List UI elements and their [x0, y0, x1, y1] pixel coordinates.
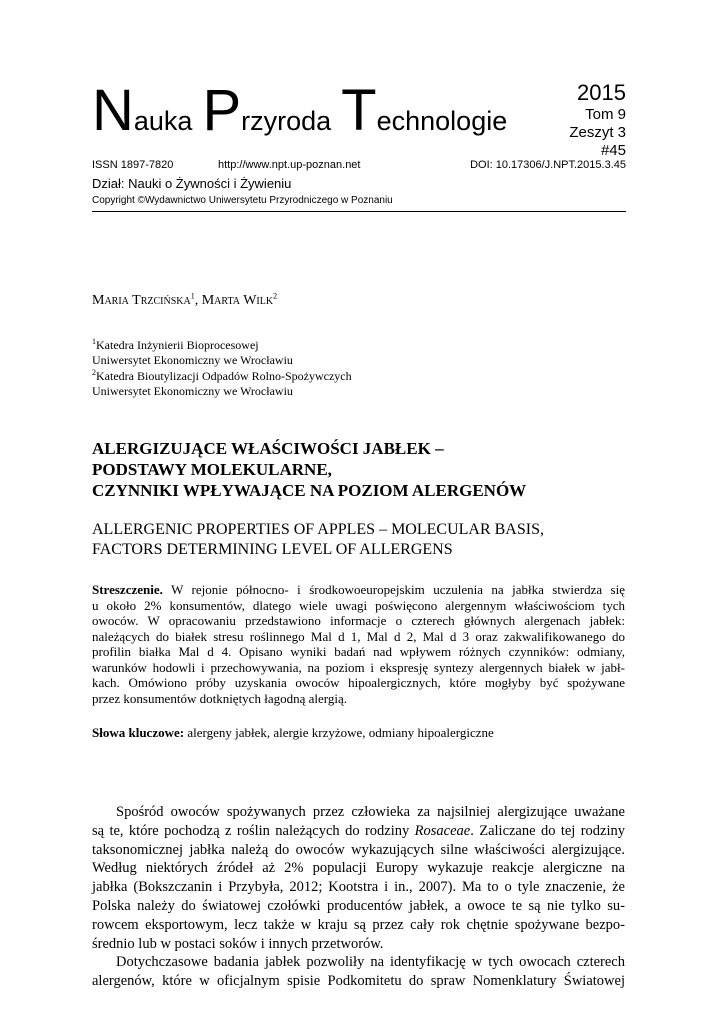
- journal-initial-t: T: [341, 78, 377, 143]
- affiliation-text: Katedra Bioutylizacji Odpadów Rolno-Spożywczych: [96, 368, 352, 383]
- body-line: taksonomicznej jabłka należą do owoców wykazujących silne właściwości alergizujące.: [92, 841, 625, 858]
- abstract: [92, 582, 625, 706]
- affiliation-line: [92, 384, 352, 399]
- title-polish-line: ALERGIZUJĄCE WŁAŚCIWOŚCI JABŁEK –: [92, 439, 444, 458]
- authors: [92, 293, 277, 309]
- journal-title: [92, 78, 513, 144]
- journal-word-technologie: echnologie: [376, 106, 508, 136]
- abstract-line: [92, 582, 625, 598]
- copyright-notice: Copyright ©Wydawnictwo Uniwersytetu Przyrodniczego w Poznaniu: [92, 195, 393, 206]
- body-line: Według niektórych źródeł aż 2% populacji Europy wykazuje reakcje alergiczne na: [92, 860, 625, 877]
- body-line: rowcem eksportowym, lecz także w kraju są przez cały rok chętnie spożywane bezpo-: [92, 916, 625, 933]
- abstract-text: W rejonie północno- i środkowoeuropejskim uczulenia na jabłka stwierdza się: [162, 582, 625, 597]
- header-divider: [92, 211, 626, 212]
- body-text: [92, 803, 625, 991]
- affiliation-line: [92, 353, 352, 368]
- abstract-line: kach. Omówiono próby uzyskania owoców hipoalergicznych, które mogłyby być spożywane: [92, 675, 625, 690]
- keywords-label: Słowa kluczowe:: [92, 725, 185, 740]
- taxon-name: Rosaceae: [414, 822, 471, 839]
- journal-initial-n: N: [92, 78, 134, 143]
- article-number: #45: [600, 142, 626, 159]
- affiliation-mark: 1: [92, 337, 96, 346]
- body-line: Dotychczasowe badania jabłek pozwoliły na identyfikację w tych owocach czterech: [116, 954, 625, 971]
- affiliation-text: Katedra Inżynierii Bioprocesowej: [96, 338, 259, 352]
- issue-volume: Tom 9: [585, 106, 626, 123]
- abstract-line: przez konsumentów dotkniętych łagodną alergią.: [92, 690, 347, 706]
- title-polish-line: PODSTAWY MOLEKULARNE,: [92, 460, 332, 479]
- body-text-span: . Zaliczane do tej rodziny: [470, 822, 625, 839]
- doi[interactable]: DOI: 10.17306/J.NPT.2015.3.45: [470, 159, 626, 171]
- title-polish-line: CZYNNIKI WPŁYWAJĄCE NA POZIOM ALERGENÓW: [92, 481, 527, 500]
- title-polish: [92, 438, 526, 501]
- affiliation-text: Uniwersytet Ekonomiczny we Wrocławiu: [92, 353, 293, 368]
- journal-initial-p: P: [202, 78, 242, 143]
- title-english: [92, 520, 544, 560]
- author-2: Marta Wilk: [201, 293, 274, 308]
- abstract-line: profilin białka Mal d 4. Opisano wyniki badań nad wpływem różnych czynników: odmiany,: [92, 644, 625, 659]
- abstract-line: owoców. W opracowaniu przedstawiono informacje o czterech głównych alergenach jabłek:: [92, 613, 625, 628]
- affiliation-text: Uniwersytet Ekonomiczny we Wrocławiu: [92, 383, 293, 398]
- body-line: średnio lub w postaci soków i innych przetworów.: [92, 935, 384, 952]
- issue-year: 2015: [577, 80, 626, 105]
- issue-block: [569, 80, 626, 160]
- body-line: Spośród owoców spożywanych przez człowieka za najsilniej alergizujące uważane: [116, 804, 625, 820]
- journal-word-nauka: auka: [133, 106, 193, 136]
- body-line: Polska należy do światowej czołówki producentów jabłek, a owoce te są nie tylko su-: [92, 897, 625, 914]
- affiliation-mark: 2: [92, 367, 96, 377]
- journal-word-przyroda: rzyroda: [241, 106, 332, 136]
- abstract-line: warunków hodowli i przechowywania, na poziom i ekspresję syntezy alergennych białek w jabł-: [92, 659, 625, 675]
- affiliations: [92, 338, 352, 399]
- title-english-line: ALLERGENIC PROPERTIES OF APPLES – MOLECULAR BASIS,: [92, 521, 544, 538]
- abstract-line: u około 2% konsumentów, dlatego wiele uwagi poświęcono alergennym właściwościom tych: [92, 597, 625, 613]
- title-english-line: FACTORS DETERMINING LEVEL OF ALLERGENS: [92, 541, 453, 558]
- keywords-text: alergeny jabłek, alergie krzyżowe, odmiany hipoalergiczne: [184, 725, 494, 740]
- author-1: Maria Trzcińska: [92, 293, 191, 308]
- issn: ISSN 1897-7820: [92, 159, 174, 171]
- affiliation-line: [92, 369, 352, 384]
- body-text-span: są te, które pochodzą z roślin należących do rodziny: [92, 822, 415, 839]
- author-1-affiliation-mark: 1: [190, 291, 195, 301]
- journal-url[interactable]: http://www.npt.up-poznan.net: [218, 159, 361, 171]
- affiliation-line: [92, 338, 352, 353]
- keywords: [92, 725, 494, 741]
- abstract-line: należących do białek stresu roślinnego Mal d 1, Mal d 2, Mal d 3 oraz zakwalifikowanego do: [92, 628, 625, 644]
- section-label: Dział: Nauki o Żywności i Żywieniu: [92, 176, 292, 191]
- body-line: [92, 822, 625, 841]
- body-line: alergenów, które w oficjalnym spisie Podkomitetu do spraw Nomenklatury Światowej: [92, 973, 625, 990]
- body-line: jabłka (Bokszczanin i Przybyła, 2012; Kootstra i in., 2007). Ma to o tyle znaczenie, że: [92, 879, 625, 896]
- author-separator: ,: [194, 293, 202, 308]
- abstract-label: Streszczenie.: [92, 582, 163, 597]
- author-2-affiliation-mark: 2: [273, 291, 278, 301]
- issue-number: Zeszyt 3: [569, 124, 626, 141]
